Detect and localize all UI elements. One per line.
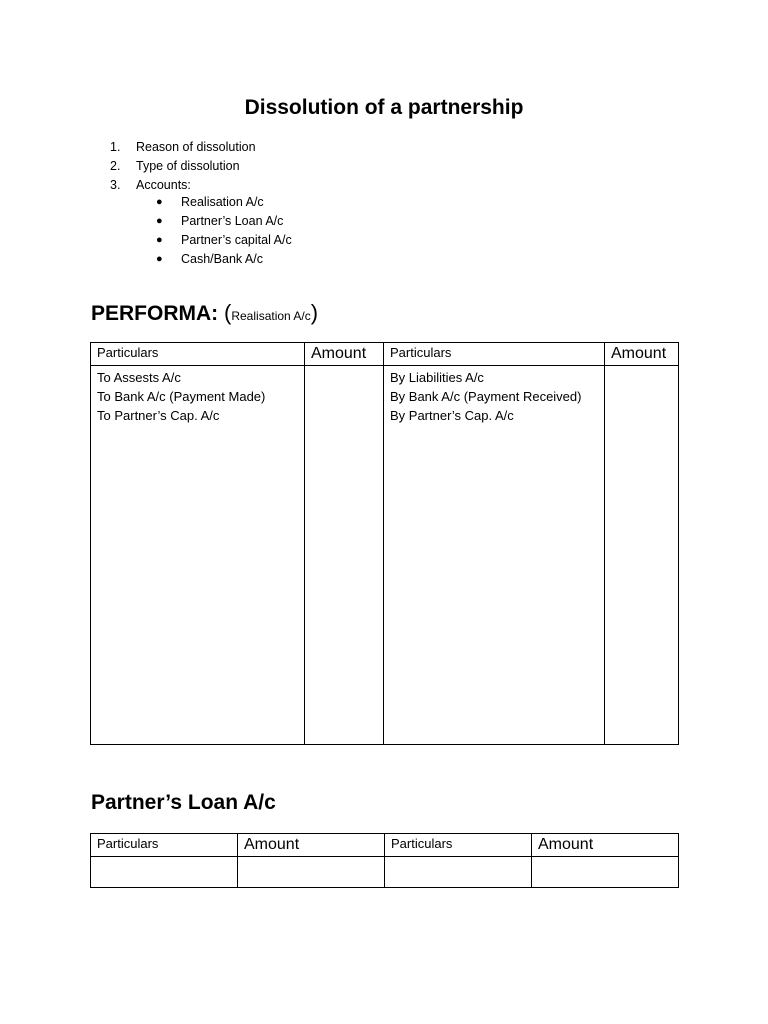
document-title: Dissolution of a partnership: [244, 96, 524, 119]
column-header: Amount: [605, 343, 679, 366]
table-cell: [532, 857, 679, 888]
debit-amount-cell: [305, 366, 384, 745]
list-item: ● Cash/Bank A/c: [156, 250, 292, 269]
numbered-list: [110, 138, 256, 195]
table-row: [91, 366, 679, 745]
partners-loan-table: [90, 833, 679, 888]
performa-subtitle: Realisation A/c: [231, 309, 311, 323]
performa-heading: PERFORMA: (Realisation A/c): [91, 300, 319, 325]
column-header: Particulars: [384, 343, 605, 366]
table-row: [91, 857, 679, 888]
table-cell: [238, 857, 385, 888]
list-item: ● Realisation A/c: [156, 193, 292, 212]
table-header-row: [91, 834, 679, 857]
credit-particulars-cell: By Liabilities A/c By Bank A/c (Payment Received) By Partner’s Cap. A/c: [384, 366, 605, 745]
column-header: Amount: [532, 834, 679, 857]
loan-heading: Partner’s Loan A/c: [91, 791, 276, 814]
bullet-icon: ●: [156, 234, 163, 246]
credit-amount-cell: [605, 366, 679, 745]
list-item: 3. Accounts:: [110, 178, 191, 192]
debit-particulars-cell: To Assests A/c To Bank A/c (Payment Made) To Partner’s Cap. A/c: [91, 366, 305, 745]
column-header: Particulars: [91, 343, 305, 366]
list-item: ● Partner’s capital A/c: [156, 231, 292, 250]
bullet-icon: ●: [156, 196, 163, 208]
accounts-bullet-list: [156, 193, 292, 269]
list-item: ● Partner’s Loan A/c: [156, 212, 292, 231]
column-header: Particulars: [91, 834, 238, 857]
table-header-row: [91, 343, 679, 366]
realisation-account-table: [90, 342, 679, 745]
column-header: Amount: [238, 834, 385, 857]
table-cell: [385, 857, 532, 888]
bullet-icon: ●: [156, 253, 163, 265]
column-header: Particulars: [385, 834, 532, 857]
table-cell: [91, 857, 238, 888]
column-header: Amount: [305, 343, 384, 366]
bullet-icon: ●: [156, 215, 163, 227]
list-item: 1. Reason of dissolution: [110, 140, 256, 154]
list-item: 2. Type of dissolution: [110, 159, 240, 173]
